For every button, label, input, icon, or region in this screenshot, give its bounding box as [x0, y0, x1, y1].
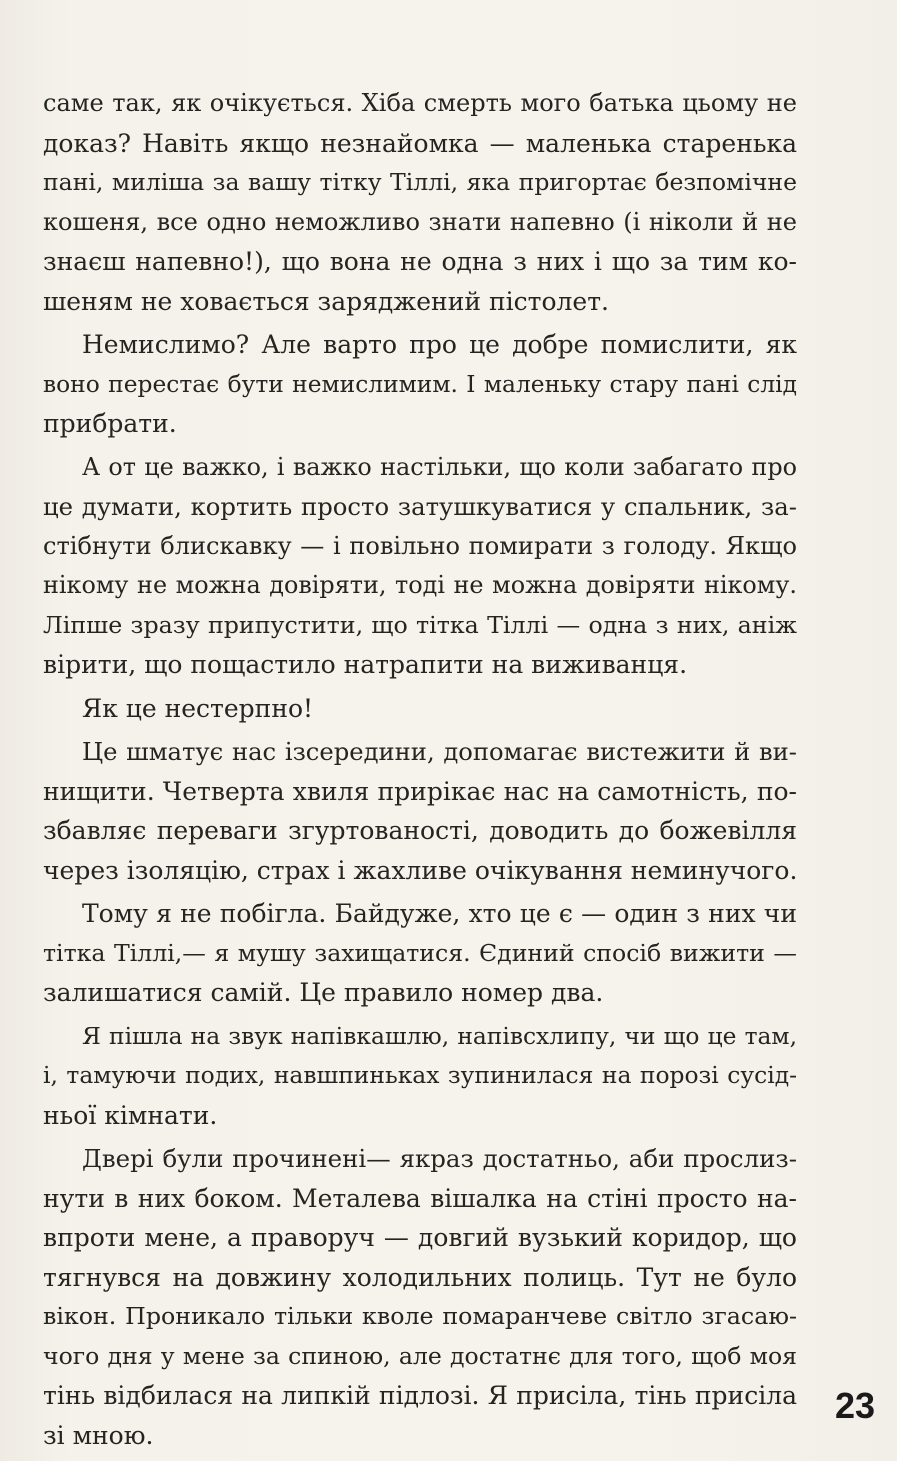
text-line: впроти мене, а праворуч — довгий вузький коридор, що [43, 1223, 797, 1252]
text-line: стібнути блискавку — і повільно помирати з голоду. Якщо [43, 531, 797, 560]
text-line: Ліпше зразу припустити, що тітка Тіллі — одна з них, аніж [43, 610, 797, 639]
text-line: кошеня, все одно неможливо знати напевно (і ніколи й не [43, 207, 797, 236]
paragraph [43, 689, 797, 729]
text-line: шеням не ховається заряджений пістолет. [43, 286, 609, 316]
text-line: тітка Тіллі,— я мушу захищатися. Єдиний спосіб вижити — [43, 938, 797, 967]
paragraph [43, 448, 797, 685]
text-line: знаєш напевно!), що вона не одна з них і що за тим ко- [43, 247, 797, 276]
text-line: прибрати. [43, 409, 177, 438]
text-line: нищити. Четверта хвиля прирікає нас на самотність, по- [43, 776, 797, 806]
text-line: тінь відбилася на липкій підлозі. Я присіла, тінь присіла [43, 1381, 797, 1410]
text-line: нікому не можна довіряти, тоді не можна довіряти нікому. [43, 571, 797, 599]
text-line: Я пішла на звук напівкашлю, напівсхлипу, чи що це там, [82, 1021, 797, 1050]
text-line: це думати, кортить просто затушкуватися у спальник, за- [43, 492, 797, 521]
paragraph [43, 1139, 797, 1455]
text-line: доказ? Навіть якщо незнайомка — маленька старенька [43, 128, 797, 158]
text-line: залишатися самій. Це правило номер два. [43, 978, 604, 1007]
text-line: вікон. Проникало тільки кволе помаранчеве світло згасаю- [43, 1302, 797, 1330]
text-line: пані, миліша за вашу тітку Тіллі, яка пригортає безпомічне [43, 168, 797, 196]
text-line: збавляє переваги згуртованості, доводить до божевілля [43, 816, 797, 845]
text-line: Тому я не побігла. Байдуже, хто це є — один з них чи [82, 899, 797, 928]
paragraph [43, 1017, 797, 1136]
page-number: 23 [834, 1385, 875, 1426]
text-line: Немислимо? Але варто про це добре помислити, як [82, 330, 797, 359]
paragraph [43, 84, 797, 321]
text-line: через ізоляцію, страх і жахливе очікування неминучого. [43, 855, 798, 885]
text-line: вірити, що пощастило натрапити на виживанця. [43, 650, 688, 679]
text-line: і, тамуючи подих, навшпиньках зупинилася на порозі сусід- [43, 1061, 797, 1089]
text-line: Це шматує нас ізсередини, допомагає вистежити й ви- [82, 737, 797, 766]
text-line: чого дня у мене за спиною, але достатнє для того, щоб моя [43, 1341, 797, 1370]
text-line: А от це важко, і важко настільки, що коли забагато про [82, 452, 797, 481]
paragraph [43, 894, 797, 1013]
text-line: воно перестає бути немислимим. І маленьку стару пані слід [43, 369, 797, 398]
text-line: Як це нестерпно! [82, 693, 314, 723]
text-line: саме так, як очікується. Хіба смерть мого батька цьому не [43, 89, 797, 117]
paragraph [43, 732, 797, 890]
body-text [43, 84, 797, 1455]
text-line: зі мною. [43, 1420, 154, 1450]
text-line: тягнувся на довжину холодильних полиць. Тут не було [43, 1262, 797, 1292]
text-line: ньої кімнати. [43, 1100, 218, 1130]
paragraph [43, 325, 797, 444]
text-line: Двері були прочинені— якраз достатньо, аби прослиз- [82, 1144, 797, 1173]
text-line: нути в них боком. Металева вішалка на стіні просто на- [43, 1183, 797, 1213]
